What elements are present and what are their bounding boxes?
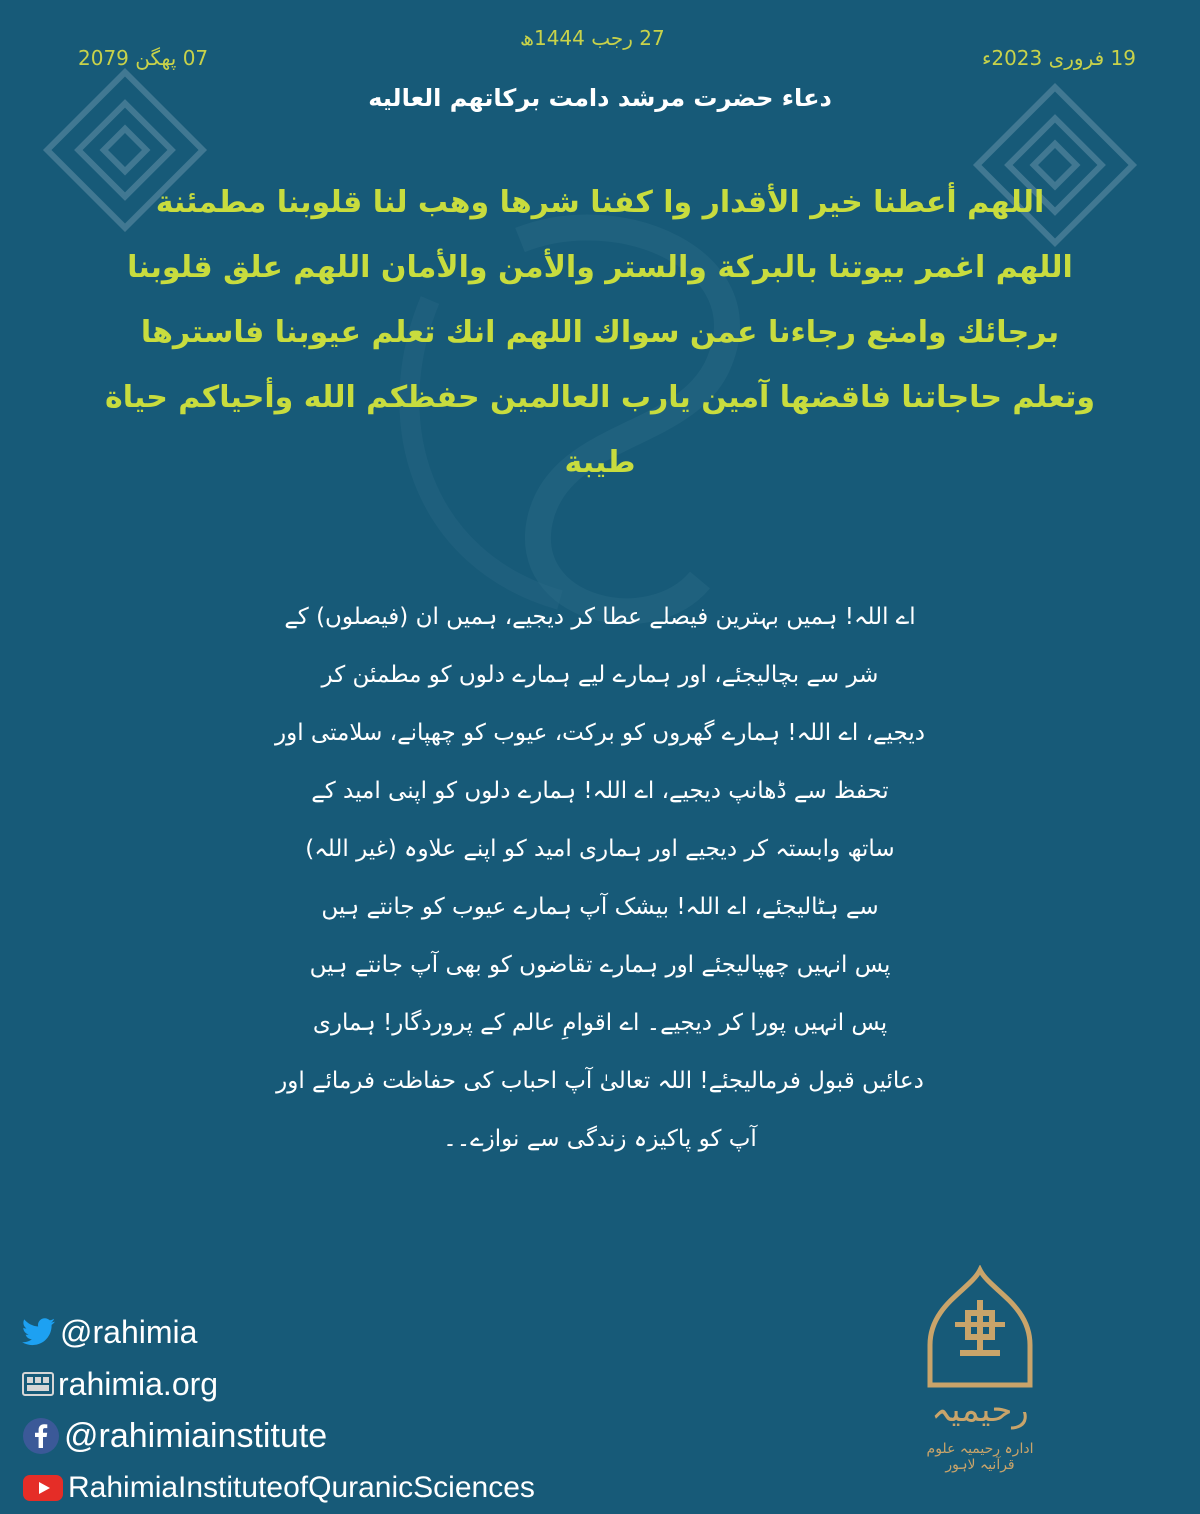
urdu-line: دیجیے، اے اللہ! ہمارے گھروں کو برکت، عیوب کو چھپانے، سلامتی اور xyxy=(275,720,925,746)
twitter-handle: @rahimia xyxy=(60,1313,198,1350)
logo-name: رحیمیہ xyxy=(931,1390,1029,1430)
facebook-link[interactable] xyxy=(22,1410,535,1462)
arabic-line: برجائك وامنع رجاءنا عمن سواك اللهم انك تعلم عيوبنا فاسترها xyxy=(140,315,1060,350)
logo-subtitle: ادارہ رحیمیہ علوم قرآنیہ لاہور xyxy=(926,1441,1034,1473)
urdu-line: تحفظ سے ڈھانپ دیجیے، اے اللہ! ہمارے دلوں کو اپنی امید کے xyxy=(311,778,889,804)
urdu-line: آپ کو پاکیزہ زندگی سے نوازے۔۔ xyxy=(443,1126,757,1152)
bikrami-date: 07 پھگن 2079 xyxy=(78,46,209,70)
urdu-line: دعائیں قبول فرمالیجئے! اللہ تعالیٰ آپ احباب کی حفاظت فرمائے اور xyxy=(276,1068,924,1094)
facebook-handle: @rahimiainstitute xyxy=(64,1416,328,1455)
urdu-line: پس انہیں پورا کر دیجیے۔ اے اقوامِ عالم کے پروردگار! ہماری xyxy=(312,1010,888,1036)
hijri-date: 27 رجب 1444ھ xyxy=(520,26,665,50)
youtube-channel: RahimiaInstituteofQuranicSciences xyxy=(68,1471,535,1504)
twitter-icon xyxy=(22,1318,56,1346)
arabic-line: اللهم أعطنا خير الأقدار وا كفنا شرها وهب لنا قلوبنا مطمئنة xyxy=(155,185,1045,220)
urdu-line: پس انہیں چھپالیجئے اور ہمارے تقاضوں کو بھی آپ جانتے ہیں xyxy=(309,952,891,978)
youtube-link[interactable] xyxy=(22,1462,535,1514)
arabic-line: طيبة xyxy=(564,445,636,480)
website-icon xyxy=(22,1371,54,1397)
arabic-line: وتعلم حاجاتنا فاقضها آمين يارب العالمين حفظكم الله وأحياكم حياة xyxy=(104,380,1096,415)
urdu-line: ساتھ وابستہ کر دیجیے اور ہماری امید کو اپنے علاوہ (غیر اللہ) xyxy=(305,836,895,862)
page-title: دعاء حضرت مرشد دامت برکاتهم العالیه xyxy=(368,84,832,112)
youtube-icon xyxy=(22,1473,64,1503)
urdu-line: شر سے بچالیجئے، اور ہمارے لیے ہمارے دلوں کو مطمئن کر xyxy=(321,662,879,688)
social-links xyxy=(22,1306,535,1514)
institute-logo xyxy=(910,1265,1170,1495)
twitter-link[interactable] xyxy=(22,1306,535,1358)
website-link[interactable] xyxy=(22,1358,535,1410)
arabic-line: اللهم اغمر بيوتنا بالبركة والستر والأمن والأمان اللهم علق قلوبنا xyxy=(127,250,1073,285)
website-url: rahimia.org xyxy=(58,1365,219,1402)
urdu-line: اے اللہ! ہمیں بہترین فیصلے عطا کر دیجیے، ہمیں ان (فیصلوں) کے xyxy=(284,604,916,630)
arabic-prayer xyxy=(80,170,1120,495)
date-bar xyxy=(0,26,1200,86)
gregorian-date: 19 فروری 2023ء xyxy=(981,46,1136,70)
logo-emblem xyxy=(910,1265,1050,1395)
facebook-icon xyxy=(22,1417,60,1455)
urdu-line: سے ہٹالیجئے، اے اللہ! بیشک آپ ہمارے عیوب کو جانتے ہیں xyxy=(321,894,879,920)
urdu-translation xyxy=(180,588,1020,1168)
